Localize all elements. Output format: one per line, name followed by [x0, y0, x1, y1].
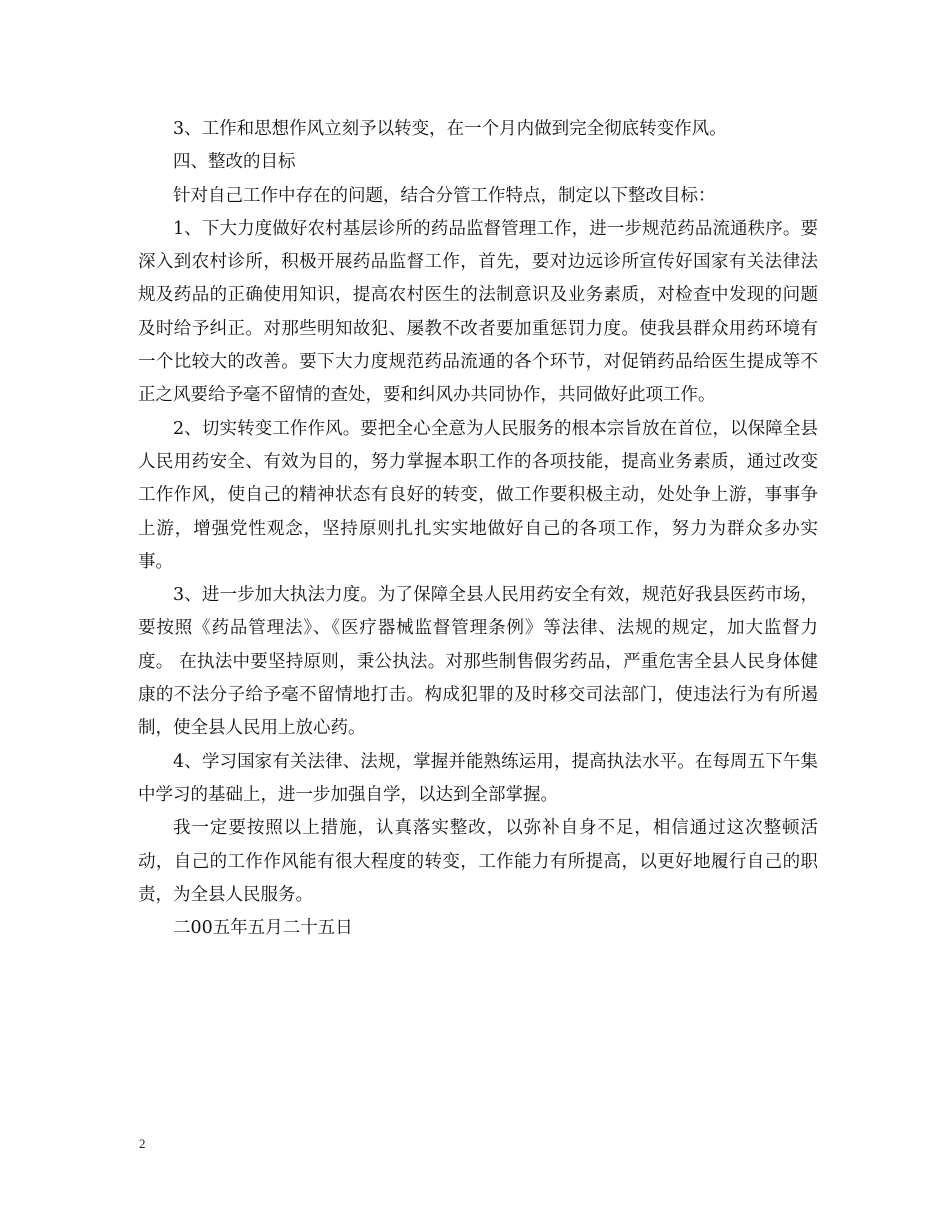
goals-intro-paragraph: 针对自己工作中存在的问题，结合分管工作特点，制定以下整改目标： [173, 185, 716, 206]
page-number: 2 [139, 1136, 146, 1151]
closing-paragraph: 我一定要按照以上措施，认真落实整改，以弥补自身不足，相信通过这次整顿活动，自己的工作作风能有很大程度的转变，工作能力有所提高，以更好地履行自己的职责，为全县人民服务。 [138, 818, 818, 905]
goal-paragraph-1: 1、下大力度做好农村基层诊所的药品监督管理工作，进一步规范药品流通秩序。要深入到农村诊所，积极开展药品监督工作，首先，要对边远诊所宣传好国家有关法律法规及药品的正确使用知识，提高农村医生的法制意识及业务素质，对检查中发现的问题及时给予纠正。对那些明知故犯、屡教不改者要加重惩罚力度。使我县群众用药环境有一个比较大的改善。要下大力度规范药品流通的各个环节，对促销药品给医生提成等不正之风要给予毫不留情的查处，要和纠风办共同协作，共同做好此项工作。 [138, 218, 818, 406]
section-heading-goals: 四、整改的目标 [173, 152, 296, 173]
paragraph-item-3-attitude: 3、工作和思想作风立刻予以转变，在一个月内做到完全彻底转变作风。 [173, 119, 727, 139]
goal-paragraph-2: 2、切实转变工作作风。要把全心全意为人民服务的根本宗旨放在首位，以保障全县人民用药安全、有效为目的，努力掌握本职工作的各项技能，提高业务素质，通过改变工作作风，使自己的精神状态有良好的转变，做工作要积极主动，处处争上游，事事争上游，增强党性观念，坚持原则扎扎实实地做好自己的各项工作，努力为群众多办实事。 [138, 418, 818, 572]
document-date: 二00五年五月二十五日 [173, 918, 353, 939]
goal-paragraph-3: 3、进一步加大执法力度。为了保障全县人民用药安全有效，规范好我县医药市场，要按照《药品管理法》、《医疗器械监督管理条例》等法律、法规的规定，加大监督力度。 在执法中要坚持原则，秉公执法。对那些制售假劣药品，严重危害全县人民身体健康的不法分子给予毫不留情地打击。构成犯罪的及时移交司法部门，使违法行为有所遏制，使全县人民用上放心药。 [138, 585, 818, 739]
document-body [138, 113, 818, 945]
goal-paragraph-4: 4、学习国家有关法律、法规，掌握并能熟练运用，提高执法水平。在每周五下午集中学习的基础上，进一步加强自学，以达到全部掌握。 [138, 751, 818, 805]
